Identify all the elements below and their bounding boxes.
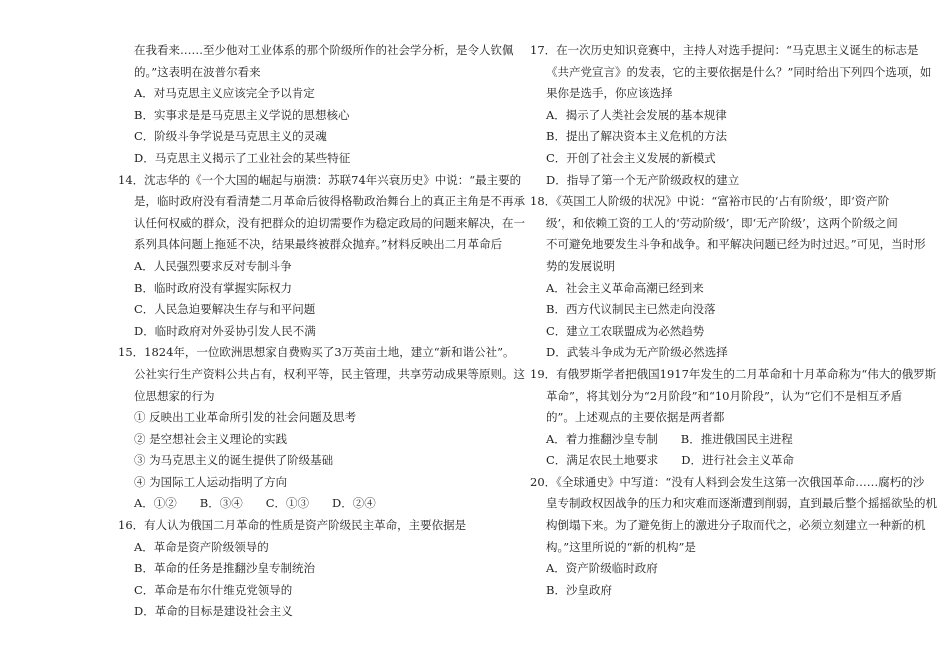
right-text-line: D．指导了第一个无产阶级政权的建立 bbox=[546, 172, 740, 187]
right-text-line: A．揭示了人类社会发展的基本规律 bbox=[546, 107, 727, 122]
right-text-line: A．资产阶级临时政府 bbox=[546, 561, 658, 576]
left-text-line: 在我看来……至少他对工业体系的那个阶级所作的社会学分析，是令人钦佩 bbox=[134, 43, 514, 57]
left-text-line: 系列具体问题上拖延不决，结果最终被群众抛弃。”材料反映出二月革命后 bbox=[134, 237, 503, 252]
right-text-line: 《共产党宣言》的发表，它的主要依据是什么？”同时给出下列四个选项，如 bbox=[546, 64, 932, 79]
right-text-line: D．武装斗争成为无产阶级必然选择 bbox=[546, 345, 728, 360]
left-text-line: A．对马克思主义应该完全予以肯定 bbox=[134, 86, 315, 101]
right-text-line: B．西方代议制民主已然走向没落 bbox=[546, 302, 716, 317]
right-text-line: C．满足农民土地要求 D．进行社会主义革命 bbox=[546, 453, 795, 468]
right-text-line: 革命”，将其划分为“2月阶段”和“10月阶段”，认为“它们不是相互矛盾 bbox=[546, 388, 903, 403]
left-text-line: ③ 为马克思主义的诞生提供了阶级基础 bbox=[134, 453, 334, 468]
left-text-line: B．革命的任务是推翻沙皇专制统治 bbox=[134, 561, 315, 576]
right-text-line: 构倒塌下来。为了避免街上的激进分子取而代之，必须立刻建立一种新的机 bbox=[546, 518, 926, 533]
right-text-line: B．沙皇政府 bbox=[546, 582, 612, 597]
left-text-line: D．临时政府对外妥协引发人民不满 bbox=[134, 323, 316, 338]
left-text-line: 16．有人认为俄国二月革命的性质是资产阶级民主革命，主要依据是 bbox=[118, 518, 467, 533]
left-text-line: B．临时政府没有掌握实际权力 bbox=[134, 280, 292, 295]
right-text-line: C．开创了社会主义发展的新模式 bbox=[546, 150, 716, 165]
left-text-line: D．革命的目标是建设社会主义 bbox=[134, 604, 293, 619]
right-text-line: 皇专制政权因战争的压力和灾难而逐渐遭到削弱，直到最后整个摇摇欲坠的机 bbox=[546, 496, 937, 511]
left-column bbox=[118, 40, 525, 623]
right-text-line: 19．有俄罗斯学者把俄国1917年发生的二月革命和十月革命称为“伟大的俄罗斯 bbox=[530, 366, 937, 381]
left-text-line: 认任何权威的群众，没有把群众的迫切需要作为稳定政局的问题来解决，在一 bbox=[134, 215, 525, 230]
left-text-line: ① 反映出工业革命所引发的社会问题及思考 bbox=[134, 410, 357, 425]
right-text-line: 的”。上述观点的主要依据是两者都 bbox=[546, 410, 725, 425]
right-text-line: 级’，和依赖工资的工人的‘劳动阶级’，即‘无产阶级’，这两个阶级之间 bbox=[546, 215, 898, 230]
left-text-line: A．革命是资产阶级领导的 bbox=[134, 539, 269, 554]
right-text-line: 果你是选手，你应该选择 bbox=[546, 86, 673, 101]
right-column bbox=[530, 40, 937, 601]
right-text-line: 18．《英国工人阶级的状况》中说：“富裕市民的‘占有阶级’，即‘资产阶 bbox=[530, 194, 890, 209]
right-text-line: B．提出了解决资本主义危机的方法 bbox=[546, 129, 727, 144]
right-text-line: 构。”这里所说的“新的机构”是 bbox=[546, 539, 696, 554]
right-text-line: A．社会主义革命高潮已经到来 bbox=[546, 280, 704, 295]
left-text-line: 公社实行生产资料公共占有，权利平等，民主管理，共享劳动成果等原则。这 bbox=[134, 366, 525, 381]
left-text-line: C．阶级斗争学说是马克思主义的灵魂 bbox=[134, 129, 327, 144]
right-text-line: 20．《全球通史》中写道：“没有人料到会发生这第一次俄国革命……腐朽的沙 bbox=[530, 474, 925, 489]
left-text-line: B．实事求是是马克思主义学说的思想核心 bbox=[134, 107, 350, 122]
left-text-line: 的。”这表明在波普尔看来 bbox=[134, 64, 261, 79]
left-text-line: 是，临时政府没有看清楚二月革命后彼得格勒政治舞台上的真正主角是不再承 bbox=[134, 194, 525, 209]
left-text-line: D．马克思主义揭示了工业社会的某些特征 bbox=[134, 150, 351, 165]
left-text-line: 14．沈志华的《一个大国的崛起与崩溃：苏联74年兴衰历史》中说：“最主要的 bbox=[118, 172, 522, 187]
right-text-line: C．建立工农联盟成为必然趋势 bbox=[546, 323, 705, 338]
left-text-line: ② 是空想社会主义理论的实践 bbox=[134, 431, 288, 446]
right-text-line: A．着力推翻沙皇专制 B．推进俄国民主进程 bbox=[546, 431, 793, 446]
left-text-line: 15．1824年，一位欧洲思想家自费购买了3万英亩土地，建立“新和谐公社”。 bbox=[118, 345, 515, 360]
left-text-line: A．①② B．③④ C．①③ D．②④ bbox=[134, 496, 376, 511]
left-text-line: A．人民强烈要求反对专制斗争 bbox=[134, 258, 292, 273]
left-text-line: ④ 为国际工人运动指明了方向 bbox=[134, 474, 288, 489]
right-text-line: 不可避免地要发生斗争和战争。和平解决问题已经为时过迟。”可见，当时形 bbox=[546, 237, 926, 252]
right-text-line: 17．在一次历史知识竞赛中，主持人对选手提问：“马克思主义诞生的标志是 bbox=[530, 43, 919, 57]
left-text-line: C．革命是布尔什维克党领导的 bbox=[134, 582, 293, 597]
left-text-line: C．人民急迫要解决生存与和平问题 bbox=[134, 302, 316, 317]
left-text-line: 位思想家的行为 bbox=[134, 388, 215, 403]
right-text-line: 势的发展说明 bbox=[546, 258, 615, 273]
